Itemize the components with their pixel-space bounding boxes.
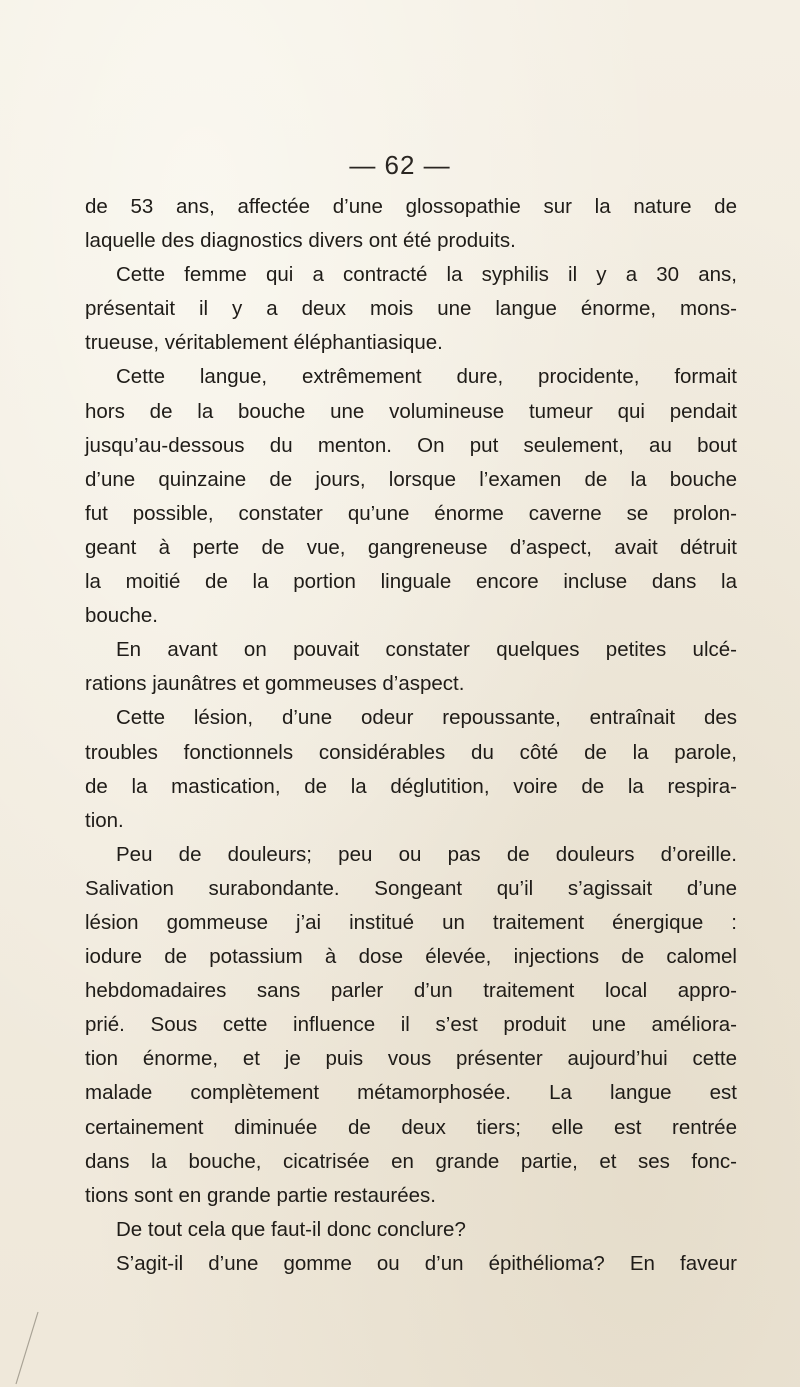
text-line: Cette langue, extrêmement dure, procidente, formait: [116, 365, 737, 389]
page-number: — 62 —: [349, 150, 451, 180]
text-line: tion.: [85, 808, 124, 832]
text-line: hors de la bouche une volumineuse tumeur qui pendait: [85, 399, 737, 423]
text-line: présentait il y a deux mois une langue énorme, mons-: [85, 297, 737, 321]
body-text: [85, 190, 737, 1281]
text-line: hebdomadaires sans parler d’un traitement local appro-: [85, 979, 737, 1003]
text-line: En avant on pouvait constater quelques petites ulcé-: [116, 638, 737, 662]
text-line: Salivation surabondante. Songeant qu’il s’agissait d’une: [85, 876, 737, 900]
text-line: trueuse, véritablement éléphantiasique.: [85, 331, 443, 355]
text-line: d’une quinzaine de jours, lorsque l’examen de la bouche: [85, 467, 737, 491]
text-line: laquelle des diagnostics divers ont été produits.: [85, 229, 516, 253]
text-line: Cette lésion, d’une odeur repoussante, entraînait des: [116, 706, 737, 730]
text-line: Peu de douleurs; peu ou pas de douleurs d’oreille.: [116, 842, 737, 866]
text-line: fut possible, constater qu’une énorme caverne se prolon-: [85, 501, 737, 525]
text-line: certainement diminuée de deux tiers; elle est rentrée: [85, 1115, 737, 1139]
text-line: iodure de potassium à dose élevée, injections de calomel: [85, 945, 737, 969]
pencil-mark: [12, 1310, 42, 1386]
text-line: rations jaunâtres et gommeuses d’aspect.: [85, 672, 465, 696]
text-line: de la mastication, de la déglutition, voire de la respira-: [85, 774, 737, 798]
text-line: la moitié de la portion linguale encore incluse dans la: [85, 570, 737, 594]
text-line: dans la bouche, cicatrisée en grande partie, et ses fonc-: [85, 1149, 737, 1173]
text-line: De tout cela que faut-il donc conclure?: [116, 1217, 466, 1241]
text-line: malade complètement métamorphosée. La langue est: [85, 1081, 737, 1105]
text-line: bouche.: [85, 604, 158, 628]
text-line: jusqu’au-dessous du menton. On put seulement, au bout: [85, 433, 737, 457]
text-line: troubles fonctionnels considérables du côté de la parole,: [85, 740, 737, 764]
text-line: S’agit-il d’une gomme ou d’un épithélioma? En faveur: [116, 1251, 737, 1275]
text-line: Cette femme qui a contracté la syphilis il y a 30 ans,: [116, 263, 737, 287]
text-line: de 53 ans, affectée d’une glossopathie sur la nature de: [85, 195, 737, 218]
text-line: lésion gommeuse j’ai institué un traitement énergique :: [85, 910, 737, 934]
text-line: tion énorme, et je puis vous présenter aujourd’hui cette: [85, 1047, 737, 1071]
text-line: tions sont en grande partie restaurées.: [85, 1183, 436, 1207]
text-line: prié. Sous cette influence il s’est produit une améliora-: [85, 1013, 737, 1037]
text-line: geant à perte de vue, gangreneuse d’aspect, avait détruit: [85, 535, 737, 559]
